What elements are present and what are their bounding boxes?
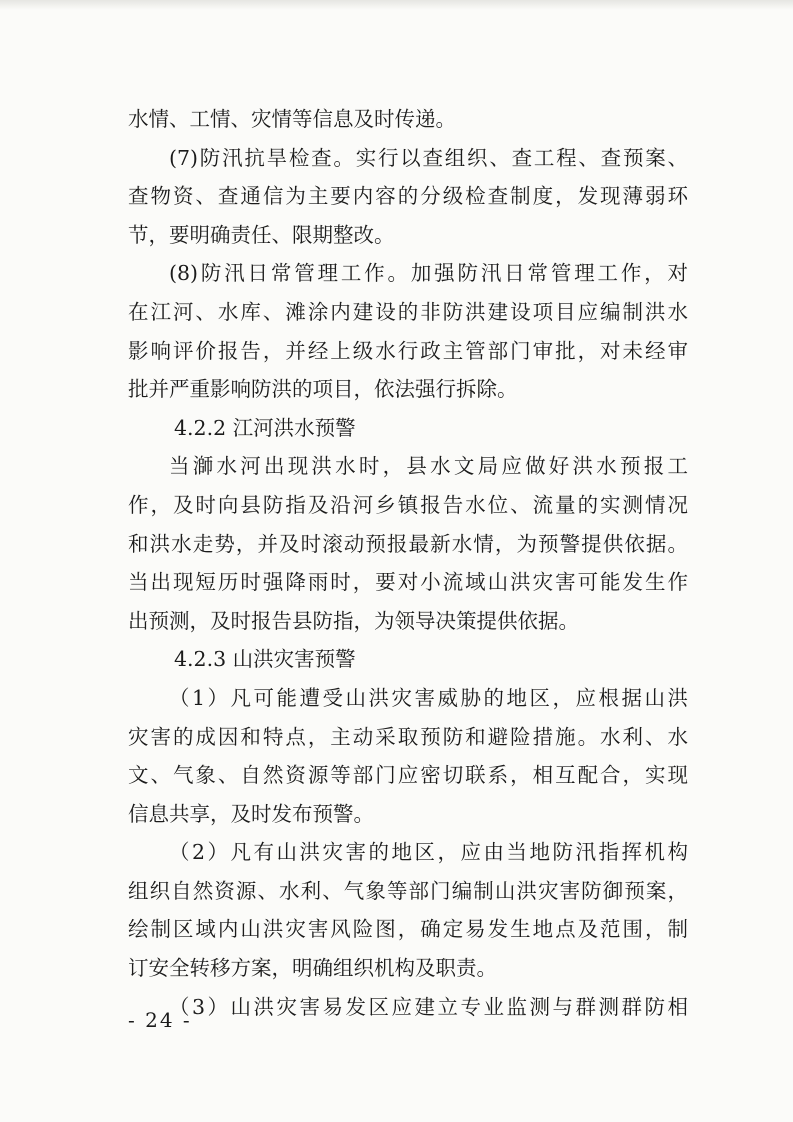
text-line: （2）凡有山洪灾害的地区，应由当地防汛指挥机构: [169, 840, 688, 865]
text-line: 和洪水走势，并及时滚动预报最新水情，为预警提供依据。: [128, 531, 688, 556]
page-number: - 24 -: [128, 1008, 192, 1032]
text-line: 灾害的成因和特点，主动采取预防和避险措施。水利、水: [128, 724, 688, 749]
text-line: 批并严重影响防洪的项目，依法强行拆除。: [128, 377, 518, 402]
section-heading: 4.2.3 山洪灾害预警: [174, 647, 356, 672]
text-line: 绘制区域内山洪灾害风险图，确定易发生地点及范围，制: [128, 917, 688, 942]
text-line: （3）山洪灾害易发区应建立专业监测与群测群防相: [169, 994, 688, 1019]
text-line: 信息共享，及时发布预警。: [128, 801, 374, 826]
text-line: 当溮水河出现洪水时，县水文局应做好洪水预报工: [169, 454, 688, 479]
text-line: 当出现短历时强降雨时，要对小流域山洪灾害可能发生作: [128, 570, 688, 595]
scan-edge: [0, 0, 793, 10]
text-line: （1）凡可能遭受山洪灾害威胁的地区，应根据山洪: [169, 685, 688, 710]
text-line: 作，及时向县防指及沿河乡镇报告水位、流量的实测情况: [128, 492, 688, 517]
section-heading: 4.2.2 江河洪水预警: [174, 415, 356, 440]
document-body: [128, 100, 688, 1026]
text-line: 在江河、水库、滩涂内建设的非防洪建设项目应编制洪水: [128, 299, 688, 324]
text-line: 影响评价报告，并经上级水行政主管部门审批，对未经审: [128, 338, 688, 363]
text-line: 水情、工情、灾情等信息及时传递。: [128, 107, 456, 131]
text-line: (7)防汛抗旱检查。实行以查组织、查工程、查预案、: [169, 145, 688, 170]
text-line: (8)防汛日常管理工作。加强防汛日常管理工作，对: [169, 261, 688, 286]
text-line: 组织自然资源、水利、气象等部门编制山洪灾害防御预案，: [128, 878, 688, 903]
text-line: 文、气象、自然资源等部门应密切联系，相互配合，实现: [128, 763, 688, 788]
text-line: 订安全转移方案，明确组织机构及职责。: [128, 956, 497, 981]
text-line: 出预测，及时报告县防指，为领导决策提供依据。: [128, 608, 579, 633]
text-line: 节，要明确责任、限期整改。: [128, 222, 395, 247]
text-line: 查物资、查通信为主要内容的分级检查制度，发现薄弱环: [128, 184, 688, 209]
